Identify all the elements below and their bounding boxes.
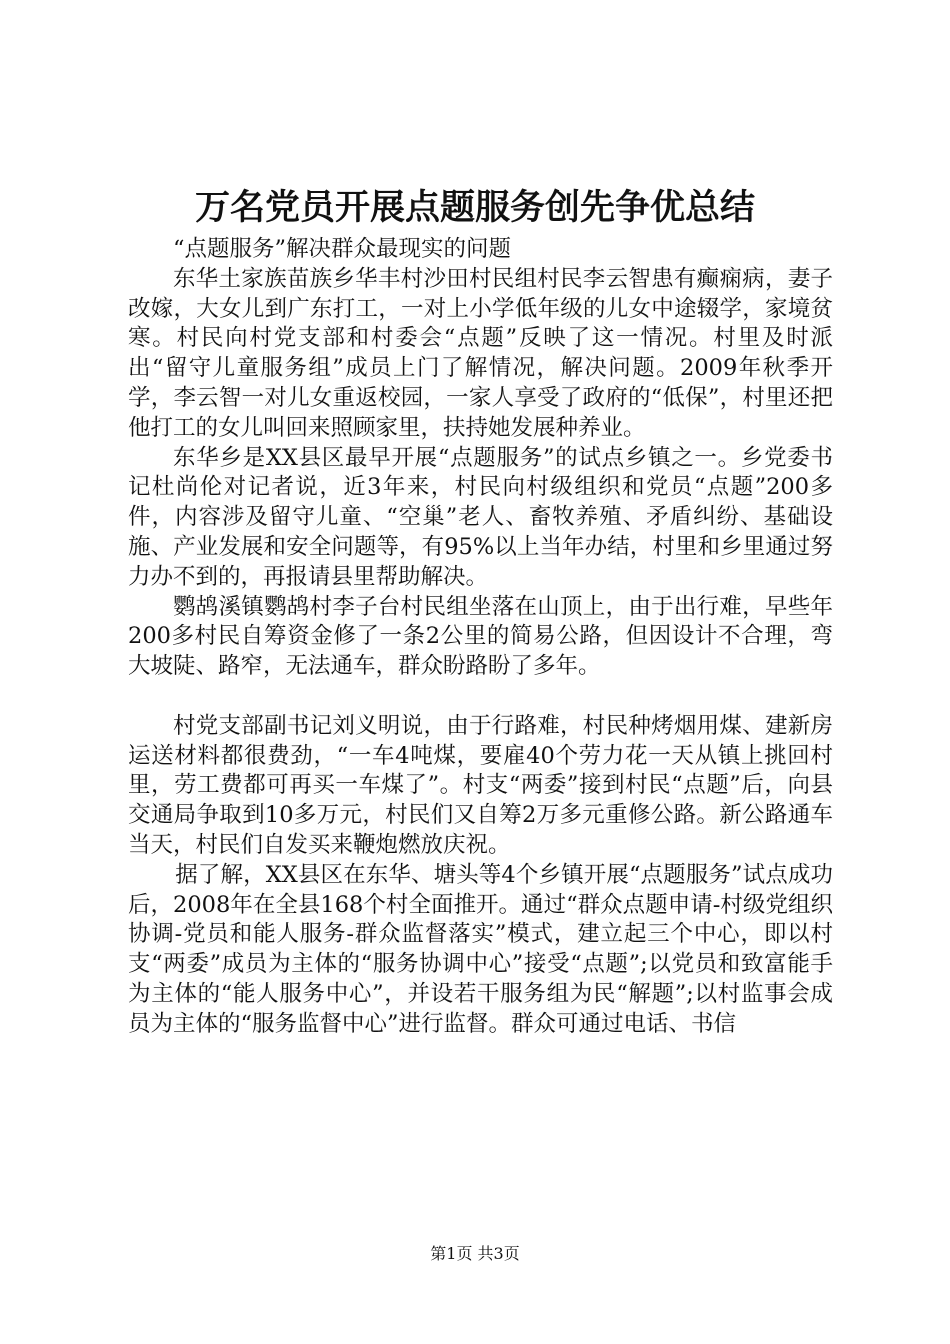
page-footer: 第1页 共3页 <box>430 1244 520 1263</box>
body-paragraph-4: 村党支部副书记刘义明说，由于行路难，村民种烤烟用煤、建新房运送材料都很费劲，“一车4吨煤，要雇40个劳力花一天从镇上挑回村里，劳工费都可再买一车煤了”。村支“两委”接到村民“点题”后，向县交通局争取到10多万元，村民们又自筹2万多元重修公路。新公路通车当天，村民们自发买来鞭炮燃放庆祝。 <box>128 712 833 858</box>
document-title: 万名党员开展点题服务创先争优总结 <box>194 187 755 228</box>
body-paragraph-5: 据了解，XX县区在东华、塘头等4个乡镇开展“点题服务”试点成功后，2008年在全县168个村全面推开。通过“群众点题申请-村级党组织协调-党员和能人服务-群众监督落实”模式，建立起三个中心，即以村支“两委”成员为主体的“服务协调中心”接受“点题”;以党员和致富能手为主体的“能人服务中心”，并设若干服务组为民“解题”;以村监事会成员为主体的“服务监督中心”进行监督。群众可通过电话、书信 <box>128 861 833 1037</box>
body-paragraph-1: 东华土家族苗族乡华丰村沙田村民组村民李云智患有癫痫病，妻子改嫁，大女儿到广东打工，一对上小学低年级的儿女中途辍学，家境贫寒。村民向村党支部和村委会“点题”反映了这一情况。村里及时派出“留守儿童服务组”成员上门了解情况，解决问题。2009年秋季开学，李云智一对儿女重返校园，一家人享受了政府的“低保”，村里还把他打工的女儿叫回来照顾家里，扶持她发展种养业。 <box>128 265 833 441</box>
body-paragraph-2: 东华乡是XX县区最早开展“点题服务”的试点乡镇之一。乡党委书记杜尚伦对记者说，近3年来，村民向村级组织和党员“点题”200多件，内容涉及留守儿童、“空巢”老人、畜牧养殖、矛盾纠纷、基础设施、产业发展和安全问题等，有95%以上当年办结，村里和乡里通过努力办不到的，再报请县里帮助解决。 <box>128 444 833 590</box>
body-paragraph-3: 鹦鸪溪镇鹦鸪村李子台村民组坐落在山顶上，由于出行难，早些年200多村民自筹资金修了一条2公里的简易公路，但因设计不合理，弯大坡陡、路窄，无法通车，群众盼路盼了多年。 <box>128 593 833 680</box>
document-body <box>128 235 833 1040</box>
subheading-paragraph: “点题服务”解决群众最现实的问题 <box>173 236 512 262</box>
